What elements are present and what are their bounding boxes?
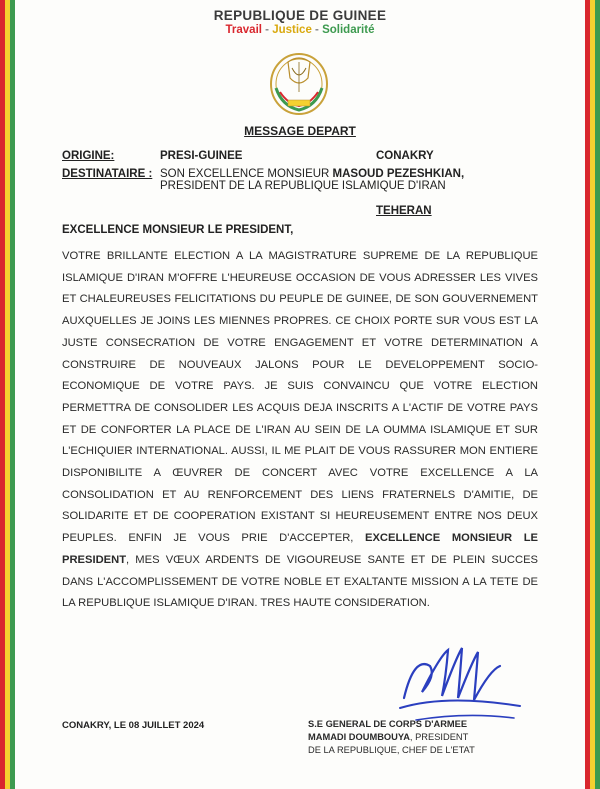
- motto-justice: Justice: [272, 24, 312, 36]
- motto-separator: -: [311, 24, 323, 36]
- letterhead: [0, 8, 600, 36]
- body-part-2: , MES VŒUX ARDENTS DE VIGOUREUSE SANTE ET DE PLEIN SUCCES DANS L'ACCOMPLISSEMENT DE VOTRE NOBLE ET EXALTANTE MISSION A LA TETE DE LA REPUBLIQUE ISLAMIQUE D'IRAN. TRES HAUTE CONSIDERATION.: [62, 553, 538, 610]
- body-bold: EXCELLENCE MONSIEUR LE PRESIDENT: [62, 532, 538, 566]
- recipient-block: [160, 168, 490, 192]
- motto-separator: -: [261, 24, 273, 36]
- signatory-name-line: MAMADI DOUMBOUYA, PRESIDENT: [308, 732, 469, 742]
- national-motto: [0, 24, 600, 36]
- body-part-1: VOTRE BRILLANTE ELECTION A LA MAGISTRATURE SUPREME DE LA REPUBLIQUE ISLAMIQUE D'IRAN M'OFFRE L'HEUREUSE OCCASION DE VOUS ADRESSER LES VIVES ET CHALEUREUSES FELICITATIONS DU PEUPLE DE GUINEE, DE SON GOUVERNEMENT AUXQUELLES JE JOINS LES MIENNES PROPRES. CE CHOIX PORTE SUR VOUS EST LA JUSTE CONSECRATION DE VOTRE ENGAGEMENT ET VOTRE DETERMINATION A CONSTRUIRE DE NOUVEAUX JALONS POUR LE DEVELOPPEMENT SOCIO-ECONOMIQUE DE VOTRE PAYS. JE SUIS CONVAINCU QUE VOTRE ELECTION PERMETTRA DE CONSOLIDER LES ACQUIS DEJA INSCRITS A L'ACTIF DE VOTRE PAYS ET DE CONFORTER LA PLACE DE L'IRAN AU SEIN DE LA OUMMA ISLAMIQUE ET SUR L'ECHIQUIER INTERNATIONAL. AUSSI, IL ME PLAIT DE VOUS RASSURER MON ENTIERE DISPONIBILITE A ŒUVRER DE CONCERT AVEC VOTRE EXCELLENCE A LA CONSOLIDATION ET AU RENFORCEMENT DES LIENS FRATERNELS D'AMITIE, DE SOLIDARITE ET DE COOPERATION EXISTANT SI HEUREUSEMENT ENTRE NOS DEUX PEUPLES. ENFIN JE VOUS PRIE D'ACCEPTER,: [62, 250, 538, 545]
- signatory-name: MAMADI DOUMBOUYA: [308, 732, 410, 742]
- signatory-block: [308, 718, 475, 757]
- recipient-name: MASOUD PEZESHKIAN,: [332, 168, 465, 180]
- date-line: CONAKRY, LE 08 JUILLET 2024: [62, 720, 205, 731]
- signatory-office: DE LA REPUBLIQUE, CHEF DE L'ETAT: [308, 745, 475, 755]
- salutation: EXCELLENCE MONSIEUR LE PRESIDENT,: [62, 224, 294, 236]
- recipient-title: PRESIDENT DE LA REPUBLIQUE ISLAMIQUE D'IRAN: [160, 180, 446, 192]
- message-body: [62, 246, 538, 615]
- motto-solidarite: Solidarité: [322, 24, 375, 36]
- origin-value: PRESI-GUINEE: [160, 150, 243, 162]
- motto-travail: Travail: [225, 24, 262, 36]
- flag-stripe-green-left: [10, 0, 15, 789]
- origin-label: ORIGINE:: [62, 150, 115, 162]
- recipient-city: TEHERAN: [376, 205, 432, 217]
- message-title: MESSAGE DEPART: [244, 124, 356, 138]
- coat-of-arms-seal: [258, 48, 340, 118]
- recipient-label: DESTINATAIRE :: [62, 168, 153, 180]
- origin-city: CONAKRY: [376, 150, 434, 162]
- flag-stripe-green-right: [595, 0, 600, 789]
- signatory-rank: S.E GENERAL DE CORPS D'ARMEE: [308, 719, 468, 729]
- republic-name: REPUBLIQUE DE GUINEE: [213, 8, 387, 23]
- recipient-prefix: SON EXCELLENCE MONSIEUR: [160, 168, 333, 180]
